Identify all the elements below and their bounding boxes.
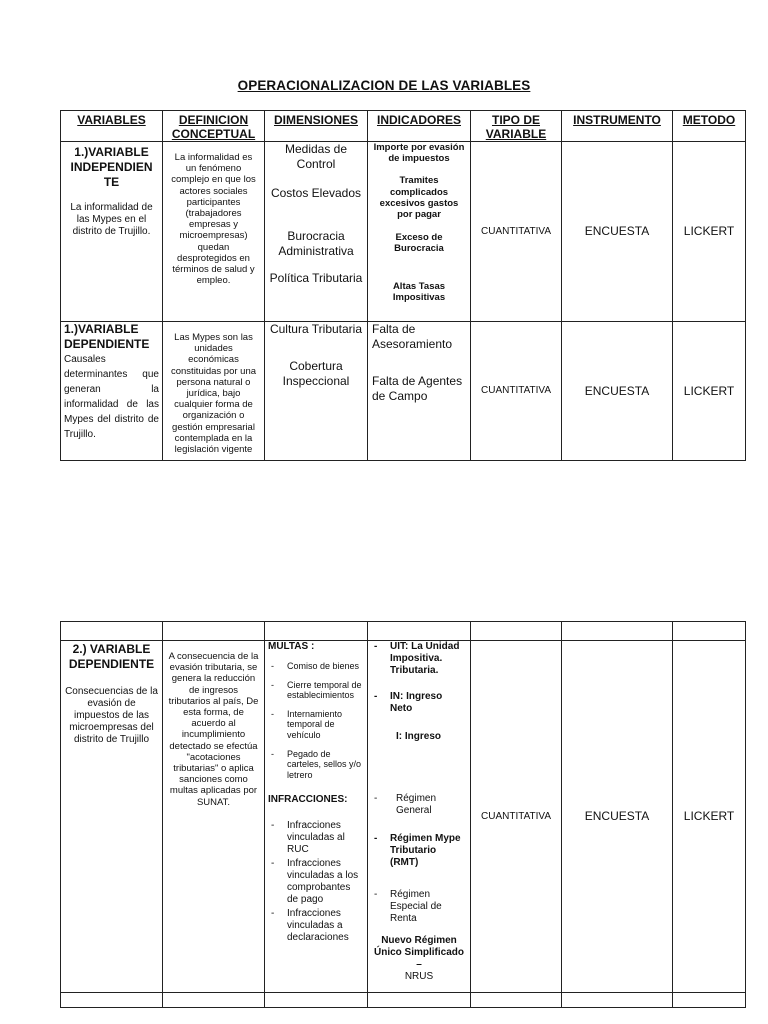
empty-cell — [61, 622, 163, 641]
empty-cell — [163, 993, 265, 1008]
dimension-item: Cobertura Inspeccional — [282, 359, 350, 388]
empty-row — [61, 993, 746, 1008]
empty-cell — [368, 993, 471, 1008]
dimensiones-cell — [265, 322, 368, 461]
header-metodo: METODO — [673, 111, 746, 142]
indicator-item: Falta de Agentes de Campo — [372, 374, 463, 403]
definicion-text-cont: De esta forma, de acuerdo al incumplimiento detectado se efectúa "acotaciones tributarias" o aplica sanciones como multas aplicadas por SUNAT. — [169, 695, 259, 808]
variable-cell — [61, 322, 163, 461]
list-item: - Cierre temporal de establecimientos — [271, 679, 362, 701]
empty-cell — [673, 622, 746, 641]
multas-title: MULTAS : — [268, 641, 315, 652]
empty-cell — [562, 622, 673, 641]
variable-title: 2.) VARIABLE DEPENDIENTE — [68, 642, 155, 671]
table-row — [61, 641, 746, 993]
variable-title: 1.)VARIABLE INDEPENDIEN TE — [70, 145, 153, 189]
infracciones-title: INFRACCIONES: — [268, 794, 348, 806]
indicator-item: Falta de Asesoramiento — [372, 322, 453, 351]
dimension-item: Política Tributaria — [269, 271, 363, 285]
header-indicadores: INDICADORES — [368, 111, 471, 142]
instrumento-cell: ENCUESTA — [562, 322, 673, 461]
indicator-item: - IN: Ingreso Neto — [374, 691, 443, 714]
dimensiones-cell — [265, 641, 368, 993]
list-item: - Comiso de bienes — [271, 661, 360, 671]
indicator-item: Nuevo Régimen Único Simplificado – NRUS — [373, 935, 464, 982]
header-instrumento: INSTRUMENTO — [562, 111, 673, 142]
dimension-item: Burocracia Administrativa — [278, 229, 354, 258]
empty-cell — [471, 622, 562, 641]
tipo-cell: CUANTITATIVA — [471, 322, 562, 461]
empty-cell — [61, 993, 163, 1008]
header-definicion: DEFINICION CONCEPTUAL — [163, 111, 265, 142]
variable-description: Consecuencias de la evasión de impuestos de las microempresas del distrito de Trujillo — [65, 686, 158, 745]
instrumento-cell: ENCUESTA — [562, 142, 673, 322]
header-tipo: TIPO DE VARIABLE — [471, 111, 562, 142]
dimension-item: Cultura Tributaria — [269, 322, 363, 336]
tipo-cell: CUANTITATIVA — [471, 142, 562, 322]
indicadores-cell — [368, 641, 471, 993]
variables-table-1 — [60, 110, 746, 461]
indicator-item: Altas Tasas Impositivas — [392, 280, 446, 303]
header-dimensiones: DIMENSIONES — [265, 111, 368, 142]
tipo-cell: CUANTITATIVA — [471, 641, 562, 993]
indicator-item: - UIT: La Unidad Impositiva. Tributaria. — [374, 641, 460, 676]
empty-cell — [471, 993, 562, 1008]
empty-cell — [673, 993, 746, 1008]
header-variables: VARIABLES — [61, 111, 163, 142]
variable-description: La informalidad de las Mypes en el distrito de Trujillo. — [70, 202, 153, 237]
variables-table-2 — [60, 621, 746, 1008]
empty-cell — [163, 622, 265, 641]
table-row — [61, 322, 746, 461]
indicator-item: - Régimen Mype Tributario (RMT) — [374, 833, 461, 868]
empty-row — [61, 622, 746, 641]
header-row — [61, 111, 746, 142]
dimensiones-cell — [265, 142, 368, 322]
empty-cell — [265, 993, 368, 1008]
variable-description: Causales determinantes que generan la informalidad de las Mypes del distrito de Trujillo. — [64, 354, 159, 440]
empty-cell — [368, 622, 471, 641]
variable-cell — [61, 641, 163, 993]
indicator-item: - Régimen General — [374, 793, 437, 816]
list-item: - Pegado de carteles, sellos y/o letrero — [271, 748, 362, 780]
indicadores-cell — [368, 322, 471, 461]
definicion-cell: La informalidad es un fenómeno complejo en que los actores sociales participantes (trabajadores empresas y microempresas) quedan desprotegidos en términos de salud y empleo. — [163, 142, 265, 322]
indicator-item: Tramites complicados excesivos gastos por pagar — [379, 175, 459, 221]
list-item: - Infracciones vinculadas a declaraciones — [271, 908, 349, 944]
list-item: - Infracciones vinculadas a los comprobantes de pago — [271, 858, 359, 906]
definicion-text: A consecuencia de la evasión tributaria, se genera la reducción de ingresos tributarios al país, — [168, 651, 259, 707]
definicion-cell: Las Mypes son las unidades económicas constituidas por una persona natural o jurídica, bajo cualquier forma de organización o gestión empresarial contemplada en la legislación vigente — [163, 322, 265, 461]
dimension-item: Costos Elevados — [270, 186, 362, 200]
indicadores-cell — [368, 142, 471, 322]
indicator-item: I: Ingreso — [396, 731, 442, 742]
indicator-item: Importe por evasión de impuestos — [373, 142, 465, 165]
metodo-cell: LICKERT — [673, 322, 746, 461]
empty-cell — [562, 993, 673, 1008]
dimension-item: Medidas de Control — [284, 142, 348, 171]
indicator-item: Exceso de Burocracia — [394, 232, 444, 255]
metodo-cell: LICKERT — [673, 641, 746, 993]
definicion-cell — [163, 641, 265, 993]
table-row — [61, 142, 746, 322]
page-title: OPERACIONALIZACION DE LAS VARIABLES — [237, 78, 531, 93]
empty-cell — [265, 622, 368, 641]
variable-title: 1.)VARIABLE DEPENDIENTE — [64, 322, 150, 351]
list-item: - Infracciones vinculadas al RUC — [271, 820, 345, 856]
list-item: - Internamiento temporal de vehículo — [271, 708, 343, 740]
variable-cell — [61, 142, 163, 322]
instrumento-cell: ENCUESTA — [562, 641, 673, 993]
metodo-cell: LICKERT — [673, 142, 746, 322]
indicator-item: - Régimen Especial de Renta — [374, 889, 442, 924]
